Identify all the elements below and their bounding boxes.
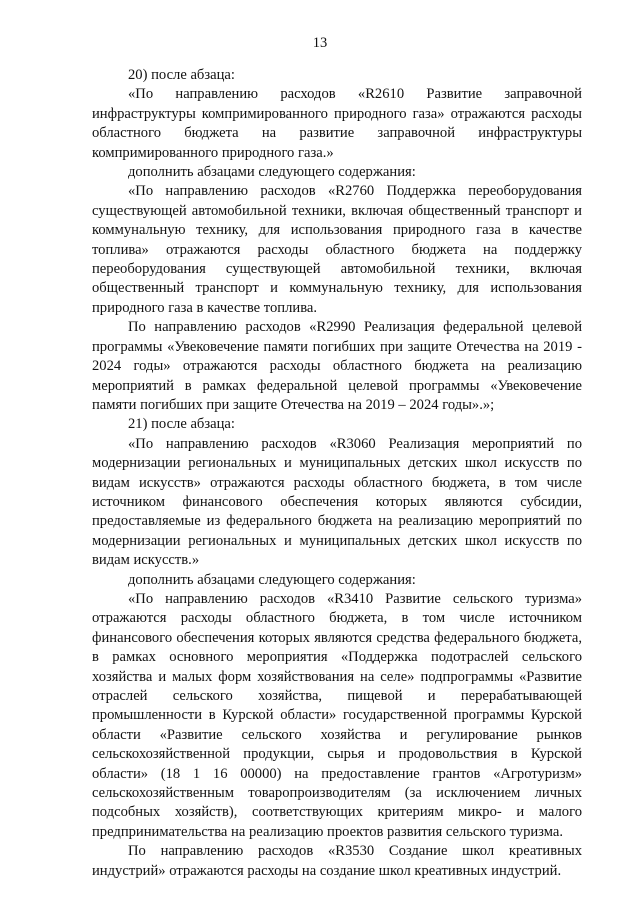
paragraph-add-intro: дополнить абзацами следующего содержания: [128, 164, 416, 181]
paragraph-r2610: «По направлению расходов «R2610 Развитие заправочной инфраструктуры компримированного природного газа» отражаются расходы областного бюджета на развитие заправочной инфраструктуры компримированного природного газа.» [92, 86, 582, 161]
paragraph-add-intro-2: дополнить абзацами следующего содержания: [128, 571, 416, 588]
page-number: 13 [312, 35, 328, 51]
paragraph-r2760: «По направлению расходов «R2760 Поддержка переоборудования существующей автомобильной техники, включая общественный транспорт и коммунальную технику, для использования природного газа в качестве топлива» отражаются расходы областного бюджета на поддержку переоборудования существующей автомобильной техники, включая общественный транспорт и коммунальную технику, для использования природного газа в качестве топлива. [92, 183, 582, 316]
paragraph-r3060: «По направлению расходов «R3060 Реализация мероприятий по модернизации региональных и муниципальных детских школ искусств по видам искусств» отражаются расходы областного бюджета, в том числе источником финансового обеспечения которых являются субсидии, предоставляемые из федерального бюджета на реализацию мероприятий по модернизации региональных и муниципальных детских школ искусств по видам искусств.» [92, 435, 582, 569]
document-body [92, 66, 582, 881]
paragraph-r3410: «По направлению расходов «R3410 Развитие сельского туризма» отражаются расходы областного бюджета, в том числе источником финансового обеспечения которых являются средства федерального бюджета, в рамках основного мероприятия «Поддержка подотраслей сельского хозяйства и малых форм хозяйствования на селе» подпрограммы «Развитие отраслей сельского хозяйства, пищевой и перерабатывающей промышленности в Курской области» государственной программы Курской области «Развитие сельского хозяйства и регулирование рынков сельскохозяйственной продукции, сырья и продовольствия в Курской области» (18 1 16 00000) на предоставление грантов «Агротуризм» сельскохозяйственным товаропроизводителям (за исключением личных подсобных хозяйств), соответствующих критериям микро- и малого предпринимательства на реализацию проектов развития сельского туризма. [92, 590, 582, 840]
paragraph-item-20-heading: 20) после абзаца: [128, 67, 235, 83]
paragraph-item-21-heading: 21) после абзаца: [128, 416, 235, 433]
paragraph-r2990: По направлению расходов «R2990 Реализация федеральной целевой программы «Увековечение памяти погибших при защите Отечества на 2019 - 2024 годы» отражаются расходы областного бюджета на реализацию мероприятий в рамках федеральной целевой программы «Увековечение памяти погибших при защите Отечества на 2019 – 2024 годы».»; [92, 319, 582, 413]
paragraph-r3530: По направлению расходов «R3530 Создание школ креативных индустрий» отражаются расходы на создание школ креативных индустрий. [92, 843, 582, 879]
